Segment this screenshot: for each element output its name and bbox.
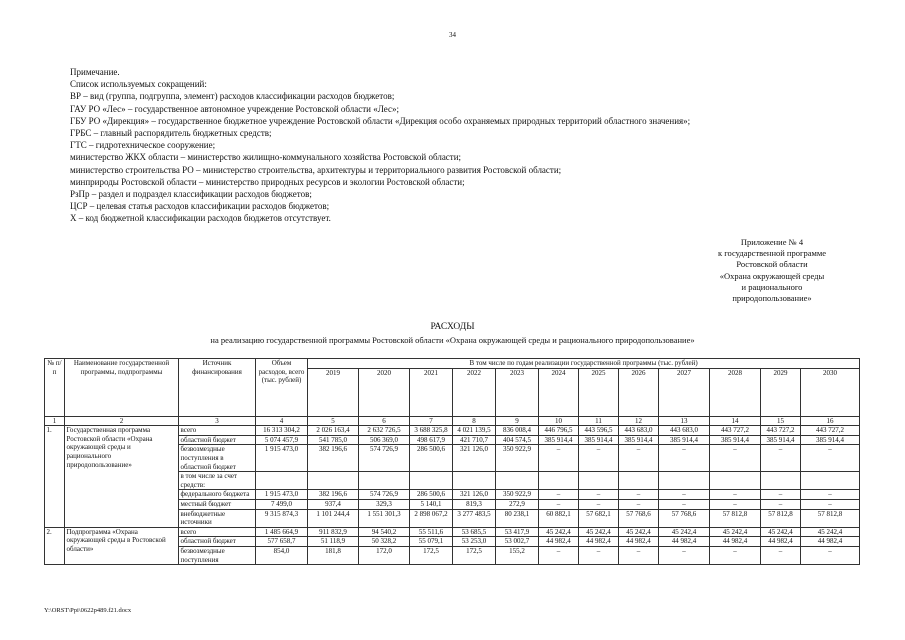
year-value: 53 417,9: [496, 527, 539, 537]
year-value: –: [659, 490, 710, 500]
column-number-cell: 9: [496, 416, 539, 426]
total-volume: 1 915 473,0: [256, 445, 308, 472]
year-value: 2 632 726,5: [359, 426, 410, 436]
year-value: 443 683,0: [659, 426, 710, 436]
header-year: 2019: [308, 368, 359, 416]
header-year: 2028: [710, 368, 761, 416]
year-value: 382 196,6: [308, 490, 359, 500]
year-value: 44 982,4: [761, 537, 801, 547]
column-number-cell: 10: [539, 416, 579, 426]
year-value: 443 727,2: [801, 426, 860, 436]
year-value: [801, 472, 860, 490]
year-value: 3 277 483,5: [453, 509, 496, 527]
year-value: 2 898 067,2: [410, 509, 453, 527]
funding-source: областной бюджет: [179, 537, 256, 547]
year-value: –: [619, 490, 659, 500]
note-line: ГРБС – главный распорядитель бюджетных средств;: [70, 128, 272, 139]
year-value: 172,5: [453, 546, 496, 564]
year-value: 506 369,0: [359, 435, 410, 445]
program-name: Государственная программа Ростовской области «Охрана окружающей среды и рационального природопользование»: [65, 426, 179, 528]
year-value: –: [710, 546, 761, 564]
header-year: 2021: [410, 368, 453, 416]
column-numbers-row: [45, 416, 860, 426]
note-line: Примечание.: [70, 67, 120, 77]
year-value: 44 982,4: [659, 537, 710, 547]
column-number-cell: 11: [579, 416, 619, 426]
year-value: 172,5: [410, 546, 453, 564]
funding-source: всего: [179, 426, 256, 436]
file-path-footer: Y:\ORST\Ppi\0622p489.f21.docx: [44, 607, 132, 614]
year-value: 57 812,8: [801, 509, 860, 527]
note-line: ГАУ РО «Лес» – государственное автономное учреждение Ростовской области «Лес»;: [70, 103, 399, 114]
column-number-cell: 3: [179, 416, 256, 426]
year-value: 286 500,6: [410, 490, 453, 500]
appendix-line: и рационального: [741, 281, 803, 292]
appendix-block: [672, 237, 872, 304]
year-value: 45 242,4: [761, 527, 801, 537]
year-value: 574 726,9: [359, 490, 410, 500]
header-year: 2022: [453, 368, 496, 416]
year-value: 53 253,0: [453, 537, 496, 547]
program-name: Подпрограмма «Охрана окружающей среды в Ростовской области»: [65, 527, 179, 564]
note-line: РзПр – раздел и подраздел классификации расходов бюджетов;: [70, 189, 312, 200]
year-value: –: [619, 445, 659, 472]
document-subtitle: на реализацию государственной программы Ростовской области «Охрана окружающей среды и рационального природопользование»: [210, 335, 695, 345]
year-value: [453, 472, 496, 490]
funding-source: внебюджетные источники: [179, 509, 256, 527]
total-volume: [256, 472, 308, 490]
note-line: ГБУ РО «Дирекция» – государственное бюджетное учреждение Ростовской области «Дирекция особо охраняемых природных территорий областного значения»;: [70, 115, 691, 126]
note-line: минприроды Ростовской области – министерство природных ресурсов и экологии Ростовской области;: [70, 176, 465, 187]
note-line: ВР – вид (группа, подгруппа, элемент) расходов классификации расходов бюджетов;: [70, 91, 395, 102]
header-year: 2025: [579, 368, 619, 416]
funding-source: безвозмездные поступления: [179, 546, 256, 564]
year-value: –: [579, 546, 619, 564]
year-value: –: [801, 445, 860, 472]
year-value: –: [761, 445, 801, 472]
year-value: 57 812,8: [710, 509, 761, 527]
year-value: 1 101 244,4: [308, 509, 359, 527]
year-value: –: [801, 490, 860, 500]
year-value: [579, 472, 619, 490]
year-value: 541 785,0: [308, 435, 359, 445]
year-value: 57 682,1: [579, 509, 619, 527]
year-value: 51 118,9: [308, 537, 359, 547]
year-value: 45 242,4: [539, 527, 579, 537]
funding-source: безвозмездные поступления в областной бюджет: [179, 445, 256, 472]
year-value: 350 922,9: [496, 445, 539, 472]
year-value: 45 242,4: [659, 527, 710, 537]
year-value: 443 683,0: [619, 426, 659, 436]
year-value: –: [761, 499, 801, 509]
year-value: –: [539, 546, 579, 564]
year-value: –: [761, 490, 801, 500]
year-value: 443 727,2: [761, 426, 801, 436]
year-value: 1 551 301,3: [359, 509, 410, 527]
year-value: 57 768,6: [659, 509, 710, 527]
funding-source: федерального бюджета: [179, 490, 256, 500]
row-number: 1.: [45, 426, 65, 528]
year-value: 45 242,4: [801, 527, 860, 537]
year-value: 404 574,5: [496, 435, 539, 445]
funding-source: в том числе за счет средств:: [179, 472, 256, 490]
year-value: 421 710,7: [453, 435, 496, 445]
year-value: 45 242,4: [710, 527, 761, 537]
year-value: 329,3: [359, 499, 410, 509]
year-value: [710, 472, 761, 490]
year-value: 443 596,5: [579, 426, 619, 436]
year-value: –: [659, 445, 710, 472]
total-volume: 1 915 473,0: [256, 490, 308, 500]
header-year: 2024: [539, 368, 579, 416]
year-value: [496, 472, 539, 490]
year-value: 836 008,4: [496, 426, 539, 436]
year-value: [659, 472, 710, 490]
year-value: 321 126,0: [453, 490, 496, 500]
year-value: [410, 472, 453, 490]
year-value: –: [579, 445, 619, 472]
year-value: 385 914,4: [801, 435, 860, 445]
year-value: 446 796,5: [539, 426, 579, 436]
total-volume: 1 485 664,9: [256, 527, 308, 537]
year-value: 55 511,6: [410, 527, 453, 537]
year-value: 44 982,4: [539, 537, 579, 547]
column-number-cell: 14: [710, 416, 761, 426]
appendix-line: к государственной программе: [717, 248, 827, 259]
table-row: [45, 426, 860, 436]
column-number-cell: 15: [761, 416, 801, 426]
year-value: 181,8: [308, 546, 359, 564]
header-source: Источник финансирования: [179, 359, 256, 417]
header-year: 2026: [619, 368, 659, 416]
header-num: № п/п: [45, 359, 65, 417]
column-number-cell: 4: [256, 416, 308, 426]
column-number-cell: 13: [659, 416, 710, 426]
total-volume: 16 313 304,2: [256, 426, 308, 436]
year-value: 3 688 325,8: [410, 426, 453, 436]
year-value: 53 002,7: [496, 537, 539, 547]
total-volume: 7 499,0: [256, 499, 308, 509]
year-value: –: [539, 490, 579, 500]
header-volume: Объем расходов, всего (тыс. рублей): [256, 359, 308, 417]
column-number-cell: 12: [619, 416, 659, 426]
column-number-cell: 1: [45, 416, 65, 426]
appendix-line: «Охрана окружающей среды: [719, 270, 825, 281]
year-value: 50 328,2: [359, 537, 410, 547]
year-value: 272,9: [496, 499, 539, 509]
funding-source: местный бюджет: [179, 499, 256, 509]
year-value: 443 727,2: [710, 426, 761, 436]
appendix-line: Приложение № 4: [740, 237, 804, 247]
year-value: 60 882,1: [539, 509, 579, 527]
year-value: –: [710, 499, 761, 509]
header-name: Наименование государственной программы, подпрограммы: [65, 359, 179, 417]
year-value: 498 617,9: [410, 435, 453, 445]
year-value: [761, 472, 801, 490]
year-value: 94 540,2: [359, 527, 410, 537]
total-volume: 5 074 457,9: [256, 435, 308, 445]
note-line: министерство ЖКХ области – министерство жилищно-коммунального хозяйства Ростовской области;: [70, 152, 462, 163]
year-value: 57 768,6: [619, 509, 659, 527]
year-value: –: [710, 490, 761, 500]
year-value: –: [619, 546, 659, 564]
document-title: РАСХОДЫ: [430, 322, 475, 332]
header-year: 2027: [659, 368, 710, 416]
year-value: [619, 472, 659, 490]
year-value: 385 914,4: [761, 435, 801, 445]
column-number-cell: 2: [65, 416, 179, 426]
total-volume: 854,0: [256, 546, 308, 564]
page-number: 34: [449, 31, 456, 39]
year-value: 4 021 139,5: [453, 426, 496, 436]
year-value: 44 982,4: [579, 537, 619, 547]
year-value: –: [619, 499, 659, 509]
year-value: –: [579, 490, 619, 500]
year-value: 385 914,4: [710, 435, 761, 445]
year-value: 819,3: [453, 499, 496, 509]
table-row: [45, 527, 860, 537]
expenses-table: [44, 358, 860, 565]
column-number-cell: 8: [453, 416, 496, 426]
column-number-cell: 16: [801, 416, 860, 426]
year-value: 44 982,4: [710, 537, 761, 547]
note-line: Х – код бюджетной классификации расходов бюджетов отсутствует.: [70, 213, 331, 224]
year-value: 2 026 163,4: [308, 426, 359, 436]
year-value: 80 238,1: [496, 509, 539, 527]
header-year: 2030: [801, 368, 860, 416]
year-value: [308, 472, 359, 490]
column-number-cell: 6: [359, 416, 410, 426]
year-value: 155,2: [496, 546, 539, 564]
abbreviations-notes: [70, 66, 870, 225]
year-value: 937,4: [308, 499, 359, 509]
appendix-line: Ростовской области: [736, 259, 808, 270]
year-value: 44 982,4: [619, 537, 659, 547]
funding-source: областной бюджет: [179, 435, 256, 445]
note-line: Список используемых сокращений:: [70, 79, 207, 90]
year-value: 385 914,4: [539, 435, 579, 445]
year-value: 5 140,1: [410, 499, 453, 509]
year-value: 574 726,9: [359, 445, 410, 472]
year-value: –: [659, 499, 710, 509]
note-line: ЦСР – целевая статья расходов классификации расходов бюджетов;: [70, 201, 330, 212]
header-year: 2029: [761, 368, 801, 416]
note-line: министерство строительства РО – министерство строительства, архитектуры и территориального развития Ростовской области;: [70, 164, 562, 175]
year-value: 382 196,6: [308, 445, 359, 472]
year-value: 53 685,5: [453, 527, 496, 537]
year-value: –: [659, 546, 710, 564]
year-value: –: [801, 499, 860, 509]
year-value: 911 832,9: [308, 527, 359, 537]
column-number-cell: 5: [308, 416, 359, 426]
year-value: 321 126,0: [453, 445, 496, 472]
year-value: 44 982,4: [801, 537, 860, 547]
year-value: –: [579, 499, 619, 509]
year-value: –: [761, 546, 801, 564]
year-value: [359, 472, 410, 490]
year-value: –: [801, 546, 860, 564]
year-value: 385 914,4: [659, 435, 710, 445]
year-value: 385 914,4: [579, 435, 619, 445]
total-volume: 9 315 874,3: [256, 509, 308, 527]
funding-source: всего: [179, 527, 256, 537]
header-year: 2020: [359, 368, 410, 416]
year-value: 385 914,4: [619, 435, 659, 445]
year-value: –: [539, 499, 579, 509]
year-value: 172,0: [359, 546, 410, 564]
year-value: –: [539, 445, 579, 472]
total-volume: 577 658,7: [256, 537, 308, 547]
year-value: 57 812,8: [761, 509, 801, 527]
row-number: 2.: [45, 527, 65, 564]
header-years-title: В том числе по годам реализации государственной программы (тыс. рублей): [308, 359, 860, 369]
year-value: [539, 472, 579, 490]
year-value: 45 242,4: [619, 527, 659, 537]
year-value: 55 079,1: [410, 537, 453, 547]
year-value: 286 500,6: [410, 445, 453, 472]
header-year: 2023: [496, 368, 539, 416]
column-number-cell: 7: [410, 416, 453, 426]
note-line: ГТС – гидротехническое сооружение;: [70, 140, 216, 151]
year-value: –: [710, 445, 761, 472]
year-value: 45 242,4: [579, 527, 619, 537]
year-value: 350 922,9: [496, 490, 539, 500]
appendix-line: природопользование»: [732, 293, 812, 304]
